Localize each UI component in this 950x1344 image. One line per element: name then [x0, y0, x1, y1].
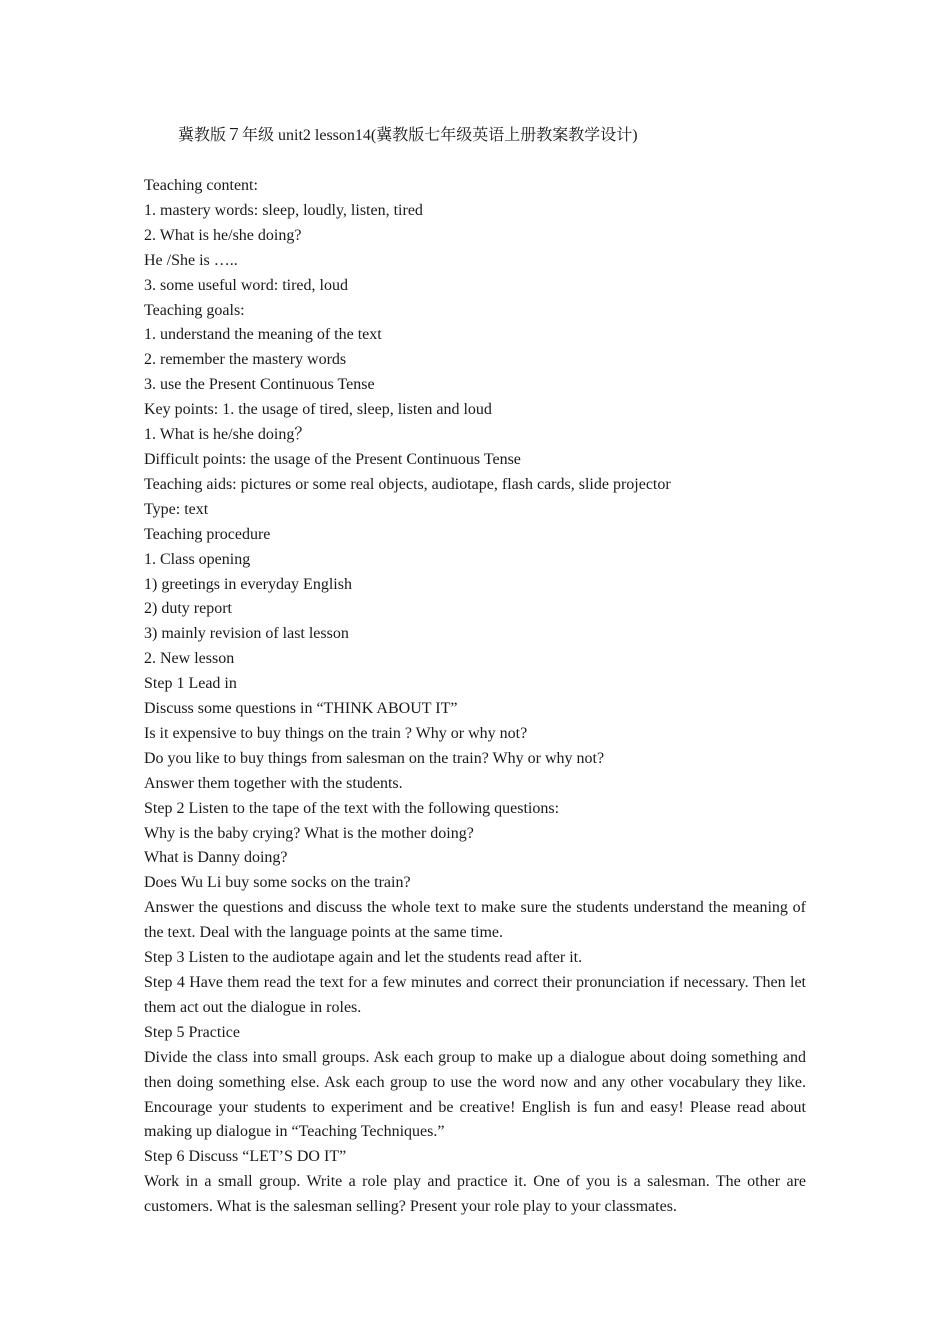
text-line: Type: text	[144, 500, 209, 518]
document-body	[144, 174, 806, 1220]
text-line: 2. remember the mastery words	[144, 351, 347, 369]
text-line: Do you like to buy things from salesman on the train? Why or why not?	[144, 749, 605, 767]
text-line: 1. mastery words: sleep, loudly, listen, tired	[144, 201, 423, 219]
text-line: 1. What is he/she doing？	[144, 426, 311, 444]
text-line: He /She is …..	[144, 251, 238, 269]
text-line: 1. understand the meaning of the text	[144, 326, 382, 344]
text-line: 3) mainly revision of last lesson	[144, 625, 349, 643]
text-line: Does Wu Li buy some socks on the train?	[144, 874, 411, 892]
text-line: 3. some useful word: tired, loud	[144, 276, 348, 294]
text-line: What is Danny doing?	[144, 849, 288, 867]
step-3-line: Step 3 Listen to the audiotape again and let the students read after it.	[144, 949, 583, 967]
text-line: Teaching content:	[144, 177, 258, 194]
text-line: Teaching aids: pictures or some real objects, audiotape, flash cards, slide projector	[144, 475, 671, 493]
text-line: 1) greetings in everyday English	[144, 575, 352, 593]
text-line: 2. What is he/she doing?	[144, 226, 302, 244]
paragraph-answer-questions: Answer the questions and discuss the whole text to make sure the students understand the meaning of the text. Deal with the language points at the same time.	[144, 899, 806, 942]
text-line: 2. New lesson	[144, 650, 235, 668]
text-line: Key points: 1. the usage of tired, sleep, listen and loud	[144, 401, 492, 419]
step-5-line: Step 5 Practice	[144, 1023, 240, 1041]
text-line: 1. Class opening	[144, 550, 251, 568]
text-line: Why is the baby crying? What is the mother doing?	[144, 824, 474, 842]
text-line: Step 1 Lead in	[144, 675, 237, 693]
text-line: Teaching goals:	[144, 301, 245, 319]
paragraph-role-play: Work in a small group. Write a role play and practice it. One of you is a salesman. The other are customers. What is the salesman selling? Present your role play to your classmates.	[144, 1173, 806, 1216]
text-line: Discuss some questions in “THINK ABOUT IT”	[144, 700, 458, 718]
text-line: 2) duty report	[144, 600, 232, 618]
step-6-line: Step 6 Discuss “LET’S DO IT”	[144, 1148, 347, 1166]
text-line: Is it expensive to buy things on the train ? Why or why not?	[144, 724, 528, 742]
text-line: 3. use the Present Continuous Tense	[144, 376, 375, 394]
text-line: Step 2 Listen to the tape of the text with the following questions:	[144, 799, 560, 817]
paragraph-practice: Divide the class into small groups. Ask each group to make up a dialogue about doing something and then doing something else. Ask each group to use the word now and any other vocabulary they like. Encourage your students to experiment and be creative! English is fun and easy! Please read about making up dialogue in “Teaching Techniques.”	[144, 1048, 806, 1141]
text-line: Difficult points: the usage of the Present Continuous Tense	[144, 450, 521, 468]
text-line: Answer them together with the students.	[144, 774, 403, 792]
text-line: Teaching procedure	[144, 525, 271, 543]
document-title: 冀教版７年级 unit2 lesson14(冀教版七年级英语上册教案教学设计)	[178, 127, 638, 144]
paragraph-step-4: Step 4 Have them read the text for a few minutes and correct their pronunciation if necessary. Then let them act out the dialogue in roles.	[144, 974, 806, 1016]
